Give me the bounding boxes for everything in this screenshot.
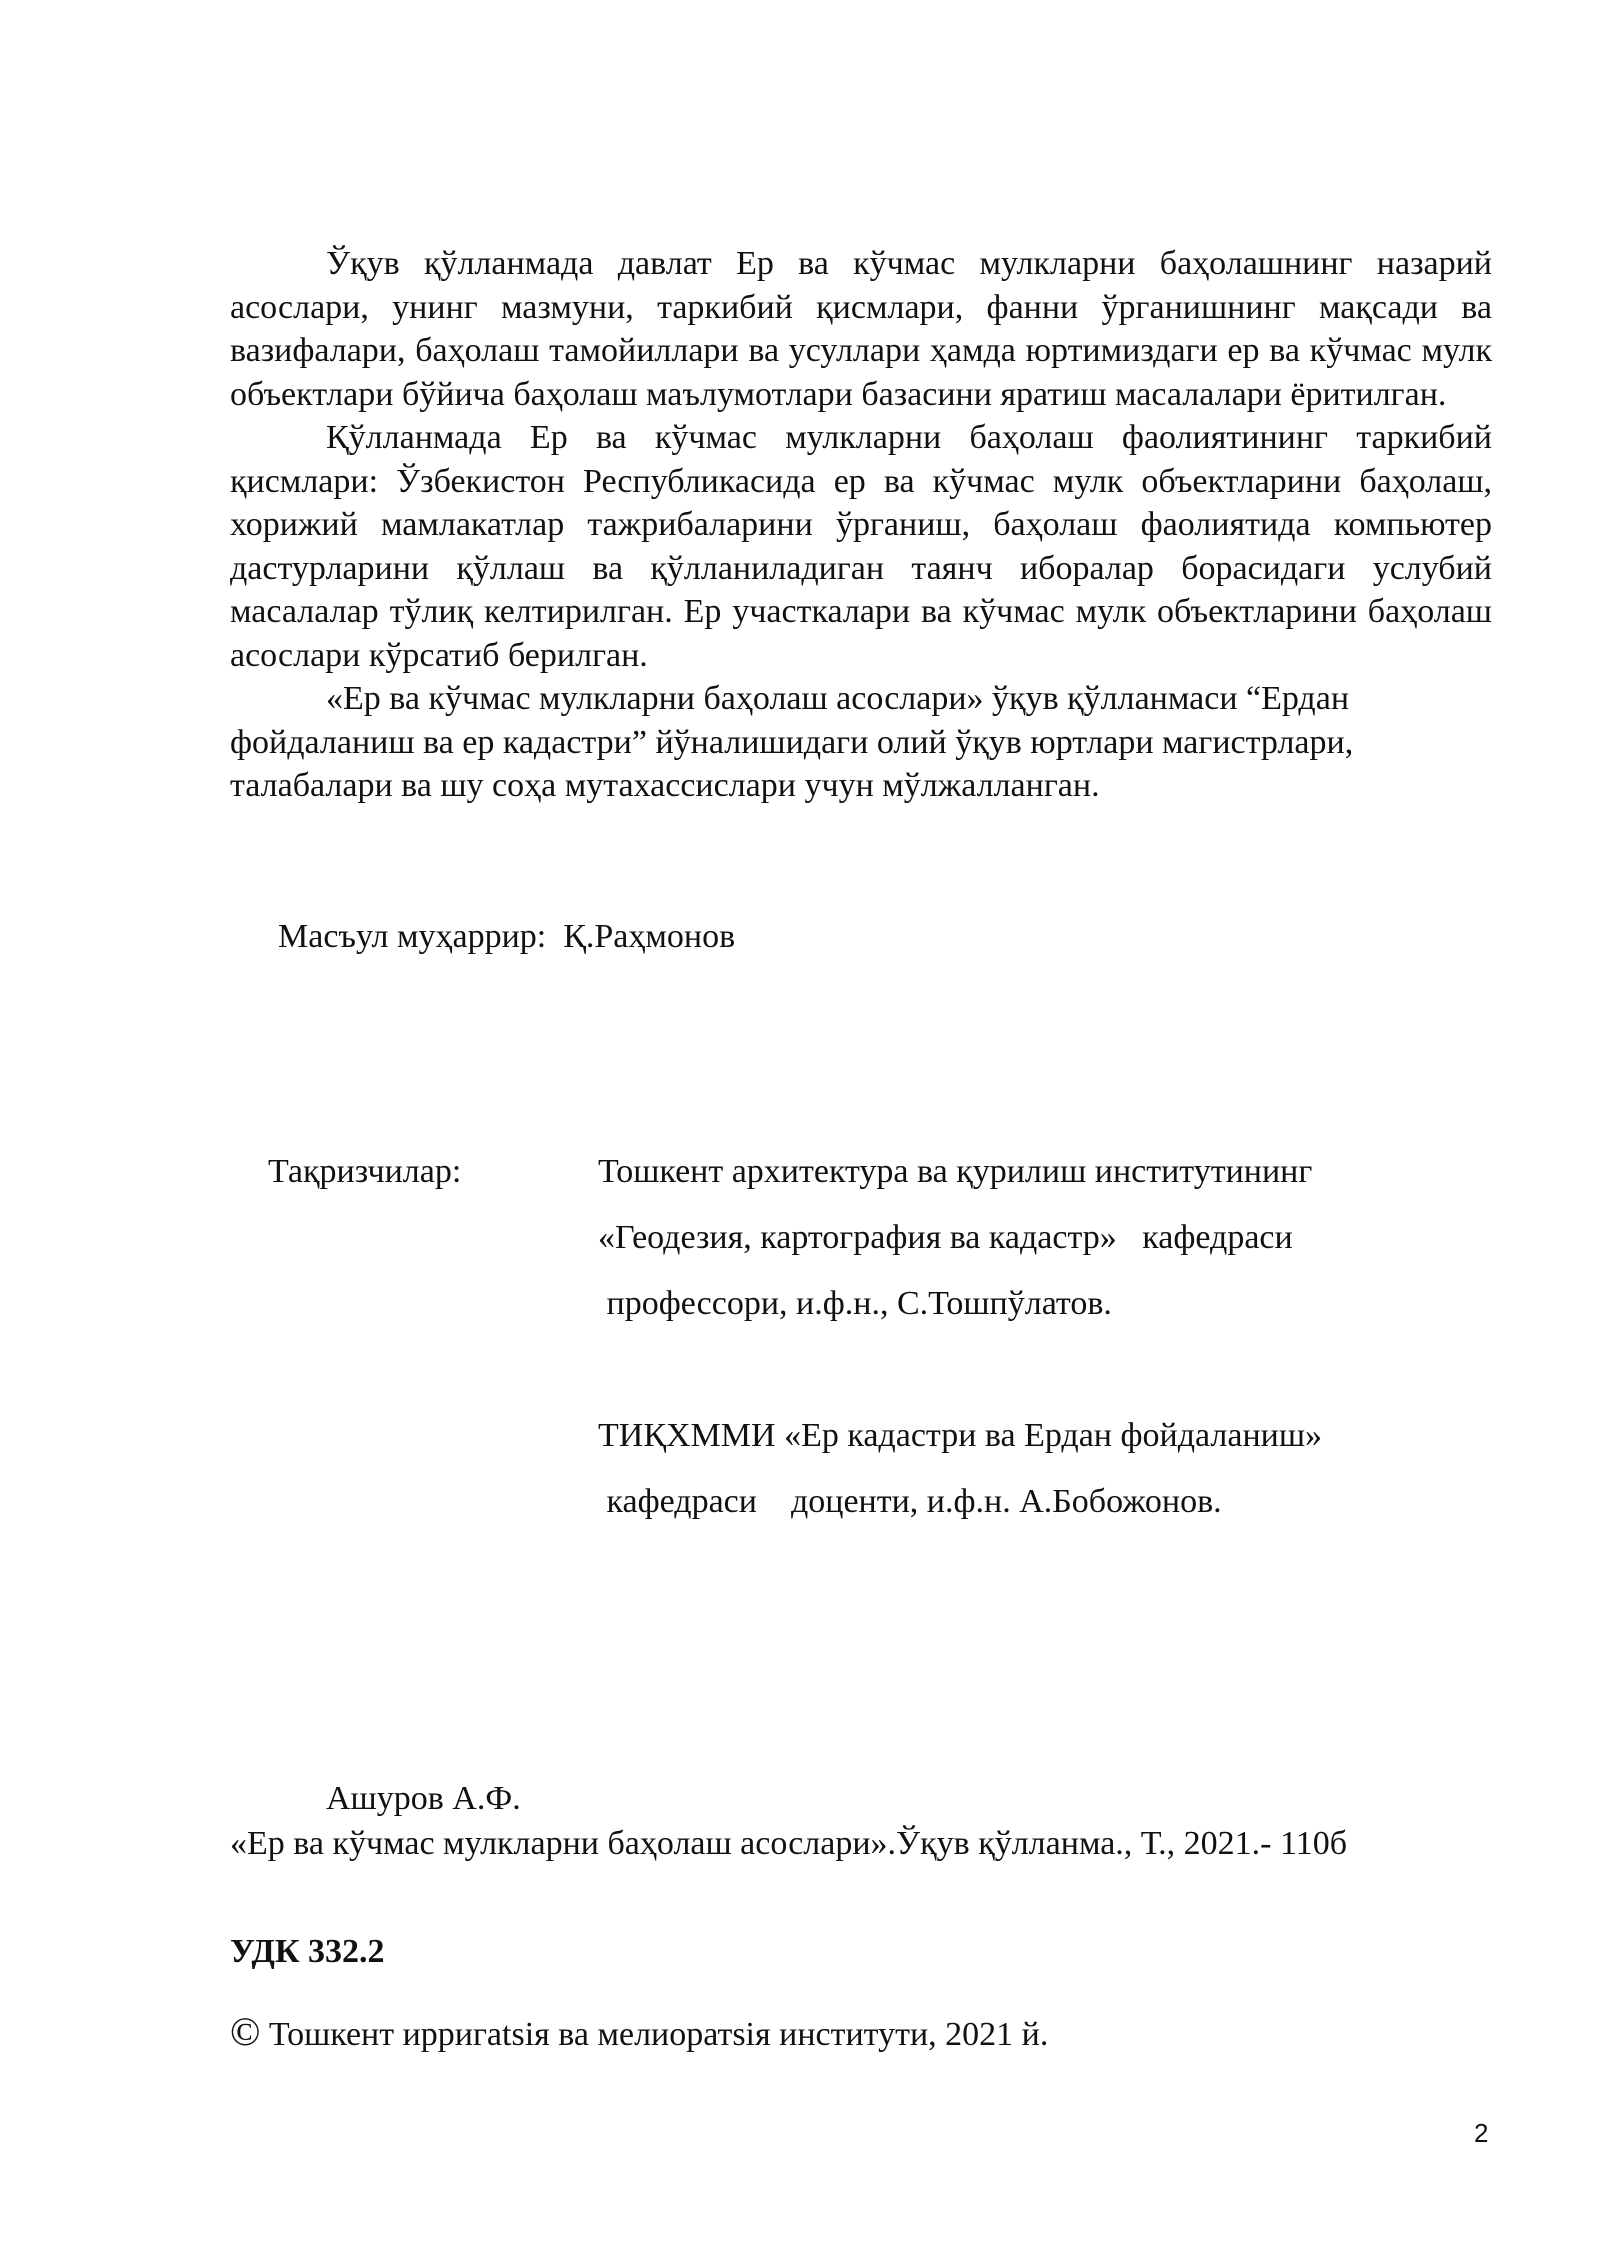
reviewer-1-line-1: Тошкент архитектура ва қурилиш институтининг xyxy=(598,1153,1313,1190)
abstract-paragraph-2: Қўлланмада Ер ва кўчмас мулкларни баҳолаш фаолиятининг таркибий қисмлари: Ўзбекистон Республикасида ер ва кўчмас мулк объектларини баҳолаш, хорижий мамлакатлар тажрибаларини ўрганиш, баҳолаш фаолиятида компьютер дастурларини қўллаш ва қўлланиладиган таянч иборалар борасидаги услубий масалалар тўлиқ келтирилган. Ер участкалари ва кўчмас мулк объектларини баҳолаш асослари кўрсатиб берилган. xyxy=(230,419,1492,674)
page-number: 2 xyxy=(1474,2118,1489,2148)
copyright-line xyxy=(230,2010,1048,2056)
copyright-text: Тошкент ирригatsiя ва мелиоратsiя институти, 2021 й. xyxy=(260,2016,1049,2053)
reviewer-spacer xyxy=(598,1348,1322,1414)
copyright-icon: © xyxy=(230,2009,261,2054)
reviewer-1-line-2: «Геодезия, картография ва кадастр» кафедраси xyxy=(598,1219,1293,1256)
abstract-paragraph-3: «Ер ва кўчмас мулкларни баҳолаш асослари» ўқув қўлланмаси “Ердан фойдаланиш ва ер кадастри” йўналишидаги олий ўқув юртлари магистрлари, талабалари ва шу соҳа мутахассислари учун мўлжалланган. xyxy=(230,680,1354,804)
reviewer-2-line-2: кафедраси доценти, и.ф.н. А.Бобожонов. xyxy=(598,1483,1222,1520)
reviewers-label: Тақризчилар: xyxy=(268,1153,462,1190)
udk-code: УДК 332.2 xyxy=(230,1933,385,1970)
reviewer-1-line-3: профессори, и.ф.н., С.Тошпўлатов. xyxy=(598,1285,1112,1322)
abstract xyxy=(230,242,1492,808)
bibliographic-citation xyxy=(230,1776,1347,1866)
reviewers-list xyxy=(598,1150,1322,1546)
responsible-editor: Масъул муҳаррир: Қ.Раҳмонов xyxy=(278,918,736,955)
reviewer-2-line-1: ТИҚХММИ «Ер кадастри ва Ердан фойдаланиш» xyxy=(598,1417,1323,1454)
citation-author: Ашуров А.Ф. xyxy=(326,1780,521,1817)
citation-title: «Ер ва кўчмас мулкларни баҳолаш асослари».Ўқув қўлланма., Т., 2021.- 110б xyxy=(230,1825,1348,1862)
abstract-paragraph-1: Ўқув қўлланмада давлат Ер ва кўчмас мулкларни баҳолашнинг назарий асослари, унинг мазмуни, таркибий қисмлари, фанни ўрганишнинг мақсади ва вазифалари, баҳолаш тамойиллари ва усуллари ҳамда юртимиздаги ер ва кўчмас мулк объектлари бўйича баҳолаш маълумотлари базасини яратиш масалалари ёритилган. xyxy=(230,245,1492,413)
